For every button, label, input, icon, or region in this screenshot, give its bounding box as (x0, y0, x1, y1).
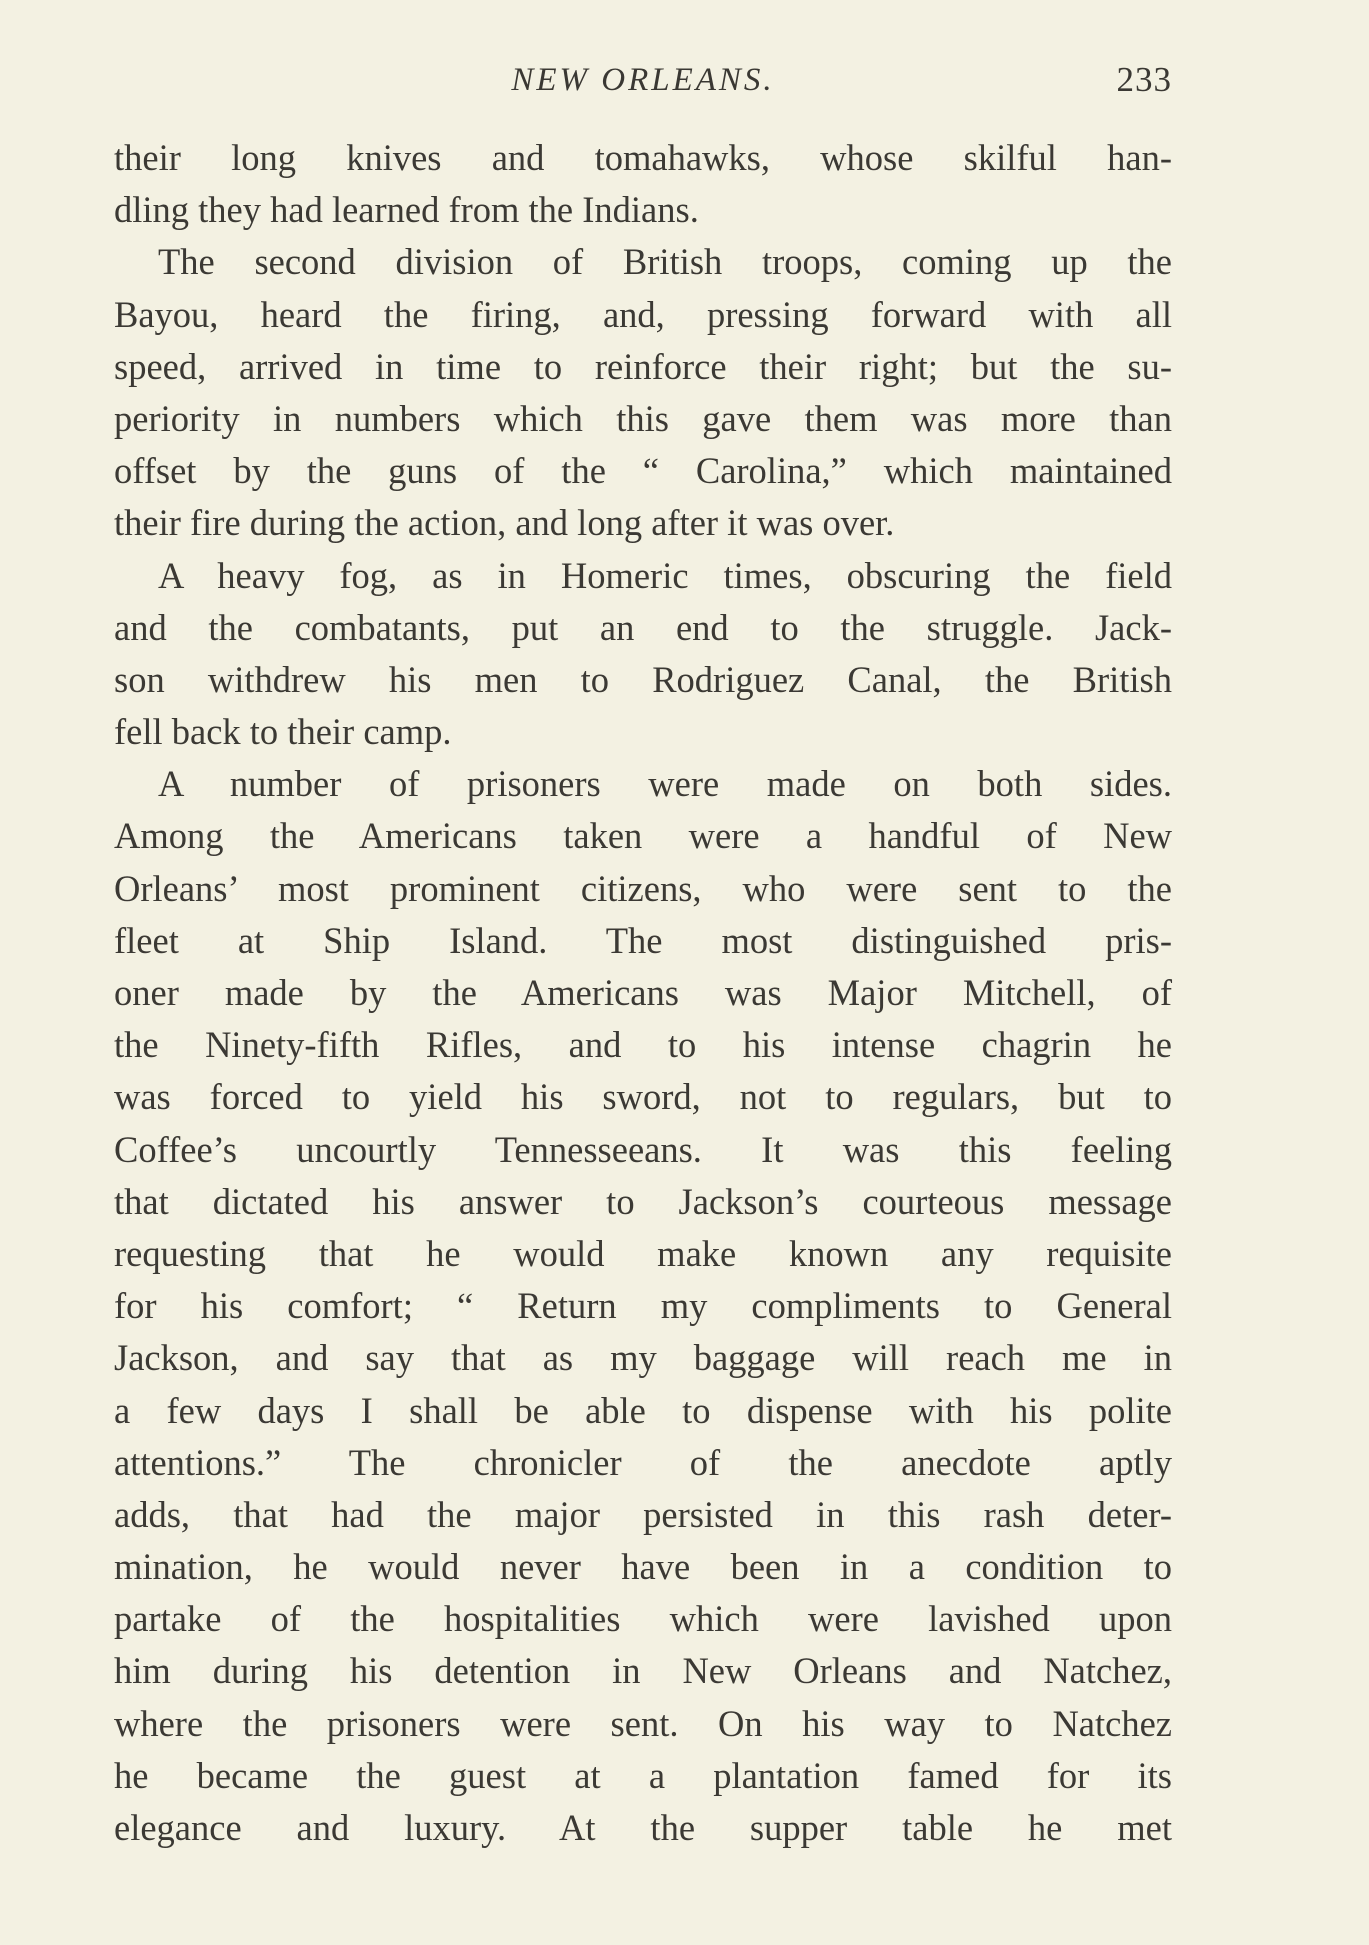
text-line: adds, that had the major persisted in this rash deter- (114, 1493, 1172, 1535)
text-line: oner made by the Americans was Major Mitchell, of (114, 972, 1172, 1013)
text-line: where the prisoners were sent. On his way to Natchez (114, 1702, 1172, 1744)
text-line: mination, he would never have been in a condition to (114, 1546, 1172, 1588)
text-line: elegance and luxury. At the supper table he met (114, 1807, 1172, 1848)
text-line: Among the Americans taken were a handful of New (114, 815, 1172, 857)
text-line: Jackson, and say that as my baggage will reach me in (114, 1337, 1172, 1379)
text-line: A heavy fog, as in Homeric times, obscuring the field (158, 554, 1172, 596)
text-line: A number of prisoners were made on both sides. (158, 763, 1172, 805)
body-text (114, 132, 1172, 1854)
text-line: The second division of British troops, coming up the (158, 241, 1172, 283)
text-line: their fire during the action, and long after it was over. (114, 502, 895, 544)
running-title: NEW ORLEANS. (511, 62, 775, 98)
text-line: was forced to yield his sword, not to regulars, but to (114, 1076, 1172, 1118)
text-line: periority in numbers which this gave them was more than (114, 397, 1172, 439)
text-line: that dictated his answer to Jackson’s courteous message (114, 1180, 1172, 1222)
text-line: Orleans’ most prominent citizens, who were sent to the (114, 867, 1172, 909)
text-line: fell back to their camp. (114, 711, 452, 753)
text-line: attentions.” The chronicler of the anecdote aptly (114, 1441, 1172, 1483)
page-number: 233 (1116, 60, 1172, 99)
text-line: Bayou, heard the firing, and, pressing forward with all (114, 293, 1172, 335)
text-line: requesting that he would make known any requisite (114, 1232, 1172, 1274)
text-line: for his comfort; “ Return my compliments to General (114, 1285, 1172, 1327)
text-line: partake of the hospitalities which were lavished upon (114, 1598, 1172, 1640)
running-head (114, 55, 1172, 105)
text-line: he became the guest at a plantation famed for its (114, 1754, 1172, 1796)
text-line: and the combatants, put an end to the struggle. Jack- (114, 606, 1172, 648)
text-line: fleet at Ship Island. The most distinguished pris- (114, 919, 1172, 961)
text-line: the Ninety-fifth Rifles, and to his intense chagrin he (114, 1024, 1172, 1066)
text-line: son withdrew his men to Rodriguez Canal, the British (114, 658, 1172, 700)
text-line: dling they had learned from the Indians. (114, 189, 699, 231)
text-line: him during his detention in New Orleans and Natchez, (114, 1650, 1172, 1692)
text-line: offset by the guns of the “ Carolina,” which maintained (114, 450, 1172, 492)
text-line: their long knives and tomahawks, whose skilful han- (114, 137, 1172, 178)
text-line: speed, arrived in time to reinforce their right; but the su- (114, 345, 1172, 387)
text-line: a few days I shall be able to dispense with his polite (114, 1389, 1172, 1431)
text-line: Coffee’s uncourtly Tennesseeans. It was this feeling (114, 1128, 1172, 1170)
